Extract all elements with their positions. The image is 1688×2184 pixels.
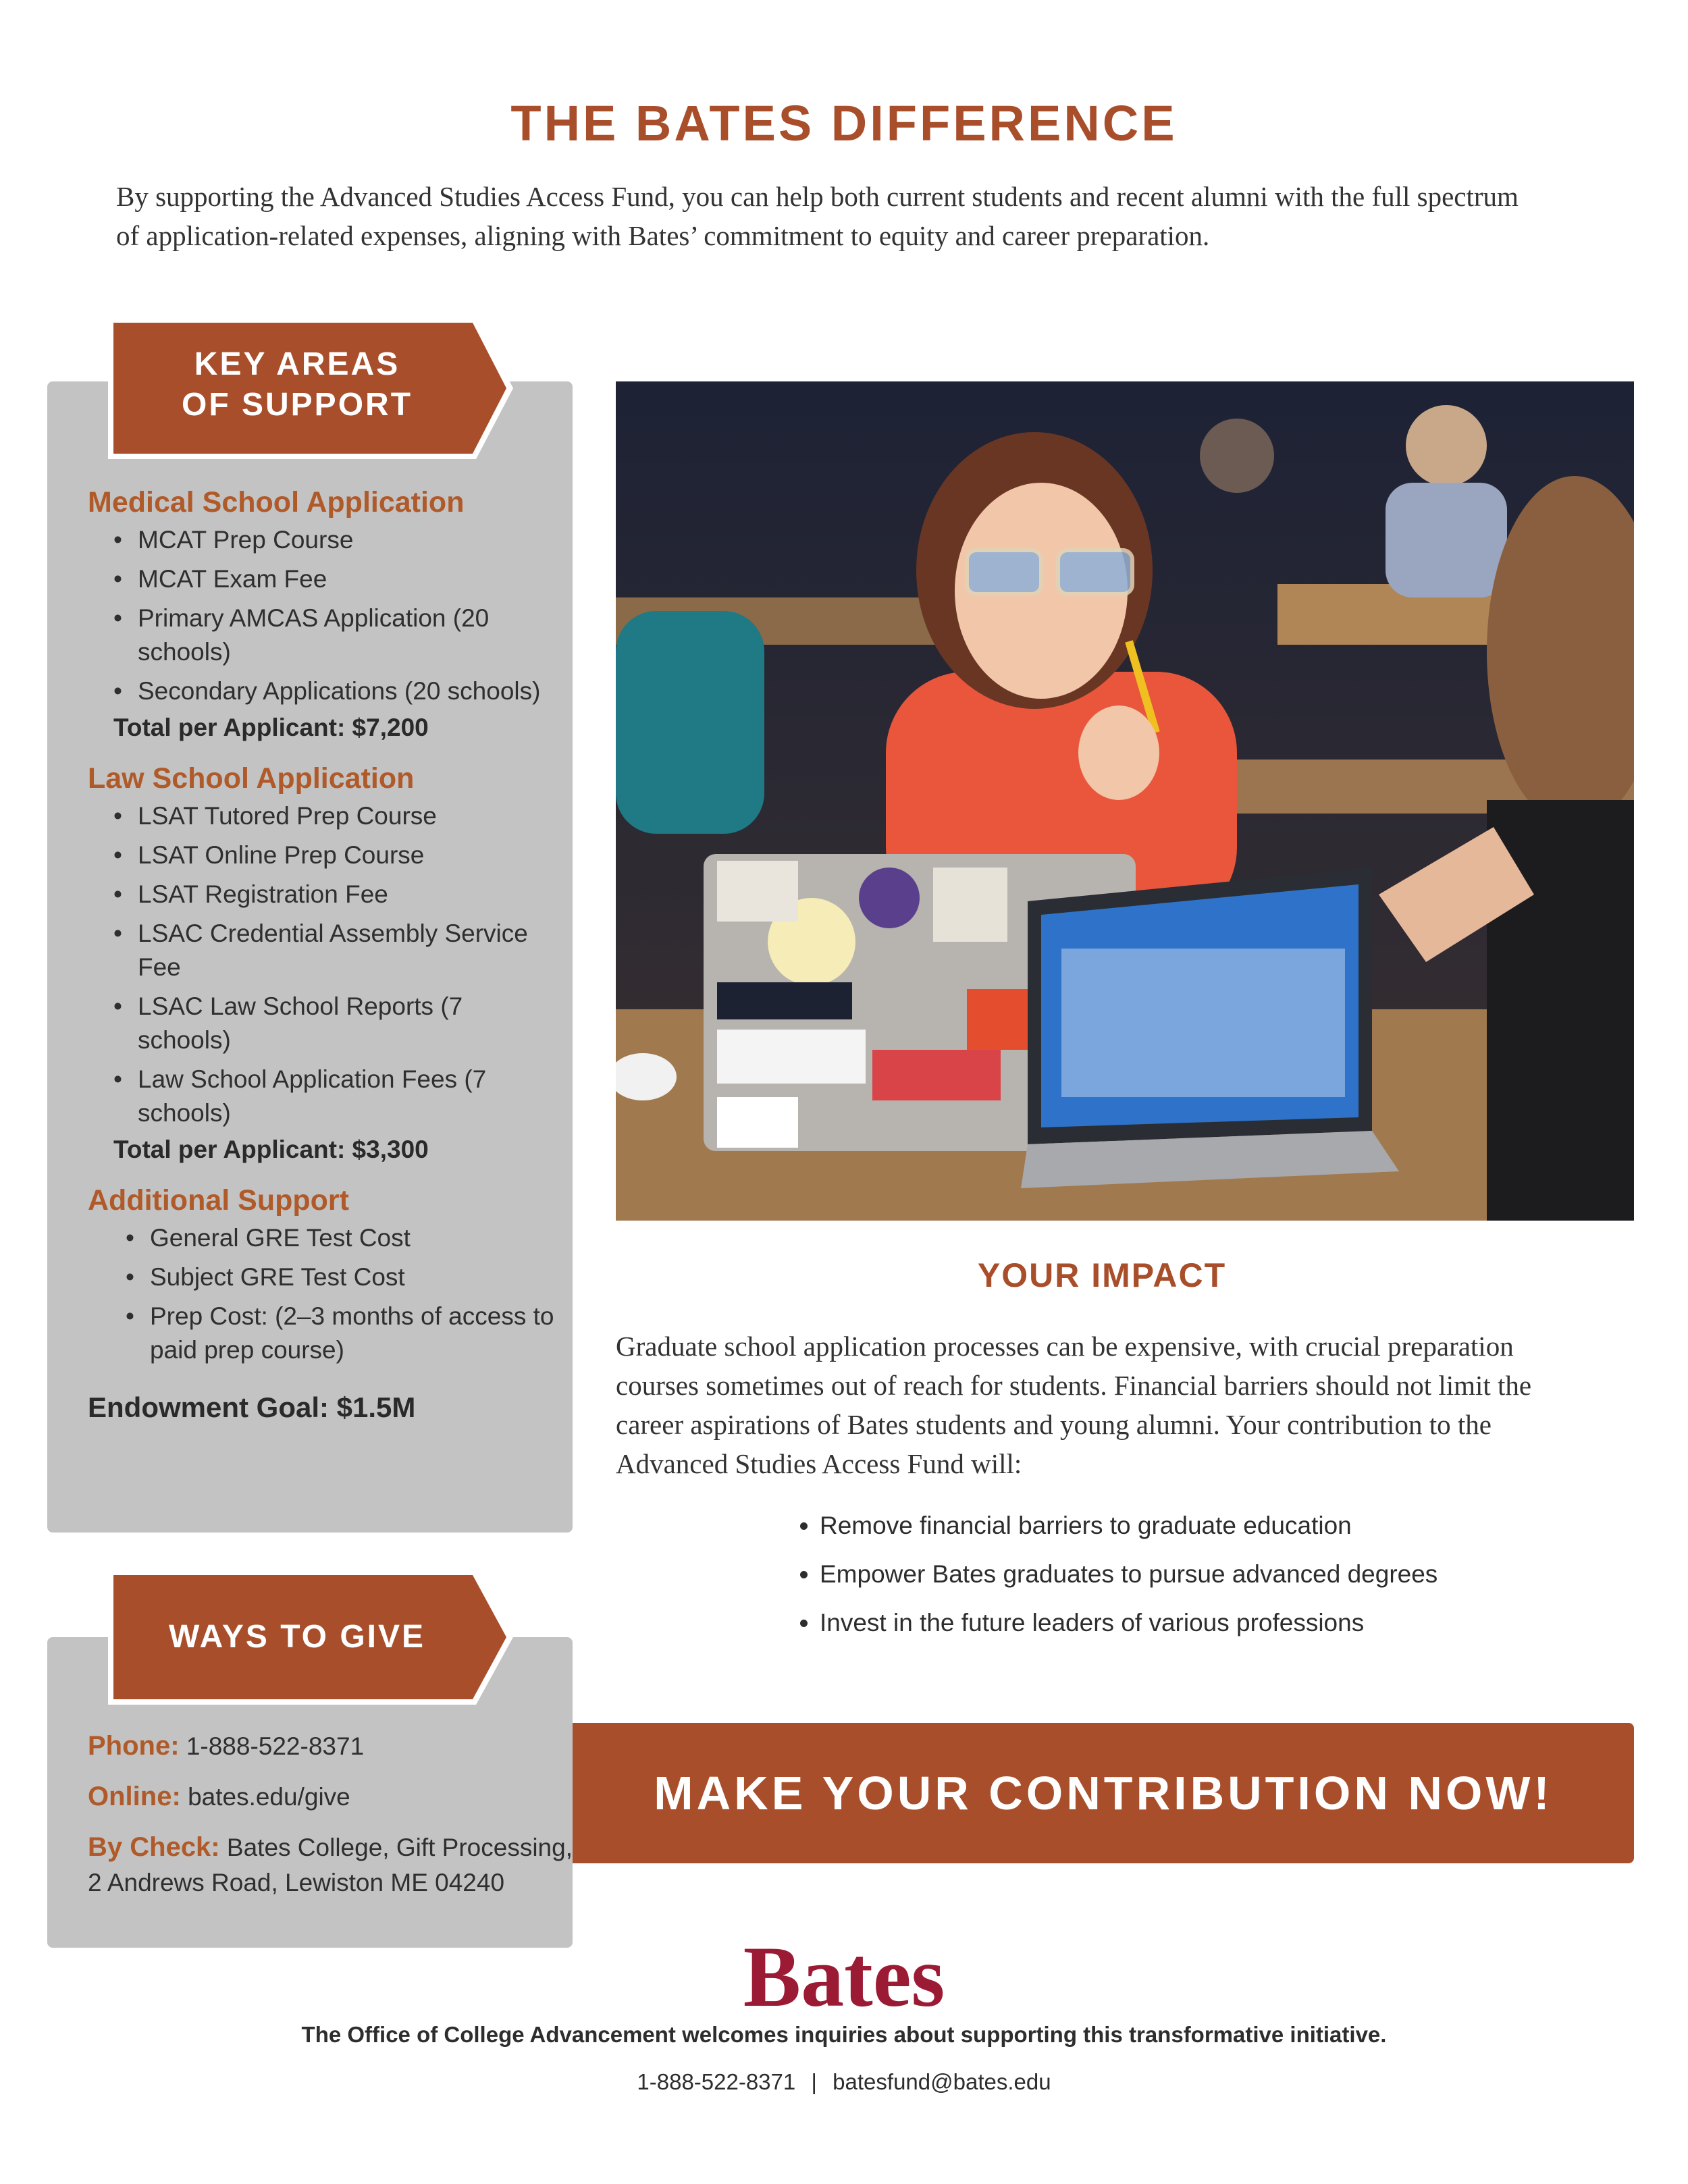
footer-inquiries: The Office of College Advancement welcomes inquiries about supporting this transformative initiative. [301,2022,1387,2047]
law-items [88,799,560,1130]
list-item: • General GRE Test Cost [88,1221,560,1255]
list-item: • Invest in the future leaders of various professions [820,1606,1630,1640]
ways-to-give-banner [108,1570,513,1705]
impact-list [790,1509,1630,1655]
list-item: • Prep Cost: (2–3 months of access to paid prep course) [88,1300,560,1367]
endowment-goal: Endowment Goal: $1.5M [88,1391,416,1423]
online-link[interactable]: bates.edu/give [188,1783,350,1811]
footer-email[interactable]: batesfund@bates.edu [833,2069,1051,2094]
list-item: • Remove financial barriers to graduate education [820,1509,1630,1543]
online-row [88,1779,574,1815]
medical-items [88,523,560,708]
student-with-laptop-image [616,381,1634,1221]
key-areas-line-1: KEY AREAS [194,346,400,382]
contribute-now-button[interactable]: MAKE YOUR CONTRIBUTION NOW! [573,1723,1634,1863]
list-item: • Law School Application Fees (7 schools) [88,1063,560,1130]
list-item: • LSAC Law School Reports (7 schools) [88,990,560,1057]
ways-to-give-label: WAYS TO GIVE [168,1619,426,1655]
medical-total: Total per Applicant: $7,200 [113,714,429,741]
footer-separator: | [811,2069,817,2094]
list-item: • Subject GRE Test Cost [88,1260,560,1294]
page-title: THE BATES DIFFERENCE [510,95,1178,151]
list-item: • LSAT Registration Fee [88,878,560,911]
list-item: • Primary AMCAS Application (20 schools) [88,602,560,669]
give-list [88,1728,574,1915]
intro-paragraph: By supporting the Advanced Studies Access Fund, you can help both current students and recent alumni with the full spectrum of application-related expenses, aligning with Bates’ commitment to equity and career preparation. [116,181,1519,251]
footer-contact [0,2069,1688,2095]
check-row [88,1830,574,1900]
phone-label: Phone: [88,1731,180,1761]
list-item: • Empower Bates graduates to pursue advanced degrees [820,1557,1630,1591]
additional-heading: Additional Support [88,1184,349,1217]
impact-paragraph: Graduate school application processes can be expensive, with crucial preparation courses sometimes out of reach for students. Financial barriers should not limit the career aspirations of Bates students and young alumni. Your contribution to the Advanced Studies Access Fund will: [616,1331,1532,1479]
law-heading: Law School Application [88,762,415,795]
key-areas-line-2: OF SUPPORT [181,387,413,423]
key-areas-banner [108,317,513,459]
list-item: • LSAT Tutored Prep Course [88,799,560,833]
list-item: • MCAT Prep Course [88,523,560,557]
additional-items [88,1221,560,1367]
online-label: Online: [88,1782,181,1811]
footer-phone[interactable]: 1-888-522-8371 [637,2069,796,2094]
law-total: Total per Applicant: $3,300 [113,1136,429,1163]
bates-logo: Bates [743,1929,945,2025]
list-item: • Secondary Applications (20 schools) [88,674,560,708]
phone-row [88,1728,574,1764]
check-label: By Check: [88,1832,220,1862]
medical-heading: Medical School Application [88,486,465,518]
list-item: • MCAT Exam Fee [88,562,560,596]
support-list [88,486,560,1424]
student-photo [616,381,1634,1221]
list-item: • LSAC Credential Assembly Service Fee [88,917,560,984]
phone-number[interactable]: 1-888-522-8371 [186,1732,365,1760]
list-item: • LSAT Online Prep Course [88,838,560,872]
impact-title: YOUR IMPACT [977,1256,1227,1294]
check-address: Bates College, Gift Processing, 2 Andrews Road, Lewiston ME 04240 [88,1834,573,1896]
